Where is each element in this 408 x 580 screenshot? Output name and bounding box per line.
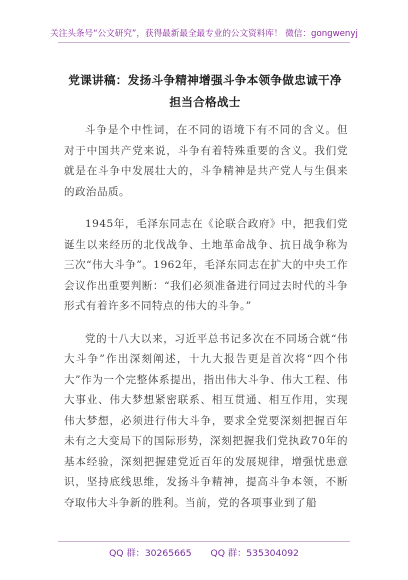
header-banner: 关注头条号“公文研究”，获得最新最全最专业的公文资料库！ 微信：gongwenyj [50,29,358,39]
paragraph-2: 1945年，毛泽东同志在《论联合政府》中，把我们党诞生以来经历的北伐战争、土地革命战争、抗日战争称为三次“伟大斗争”。1962年，毛泽东同志在扩大的中央工作会议作出重要判断：“我们必须准备进行同过去时代的斗争形式有着许多不同特点的伟大的斗争。” [64,218,348,312]
document-body [64,120,348,525]
footer-qq-group-2: QQ 群：535304092 [210,548,299,559]
paragraph-3: 党的十八大以来，习近平总书记多次在不同场合就“伟大斗争”作出深刻阐述，十九大报告更是首次将“四个伟大”作为一个完整体系提出，指出伟大斗争、伟大工程、伟大事业、伟大梦想紧密联系、相互贯通、相互作用，实现伟大梦想，必须进行伟大斗争，要求全党要深刻把握百年未有之大变局下的国际形势，深刻把握我们党执政70年的基本经验，深刻把握建党近百年的发展规律，增强忧患意识，坚持底线思维，发扬斗争精神，提高斗争本领，不断夺取伟大斗争新的胜利。当前，党的各项事业到了船 [64,332,348,509]
footer-divider [58,541,350,542]
footer [0,545,408,559]
document-title: 党课讲稿：发扬斗争精神增强斗争本领争做忠诚干净担当合格战士 [68,73,342,109]
footer-qq-group-1: QQ 群：30265665 [109,548,192,559]
paragraph-1: 斗争是个中性词，在不同的语境下有不同的含义。但对于中国共产党来说，斗争有着特殊重要的含义。我们党就是在斗争中发展壮大的，斗争精神是共产党人与生俱来的政治品质。 [64,124,348,198]
header-divider [58,42,350,43]
